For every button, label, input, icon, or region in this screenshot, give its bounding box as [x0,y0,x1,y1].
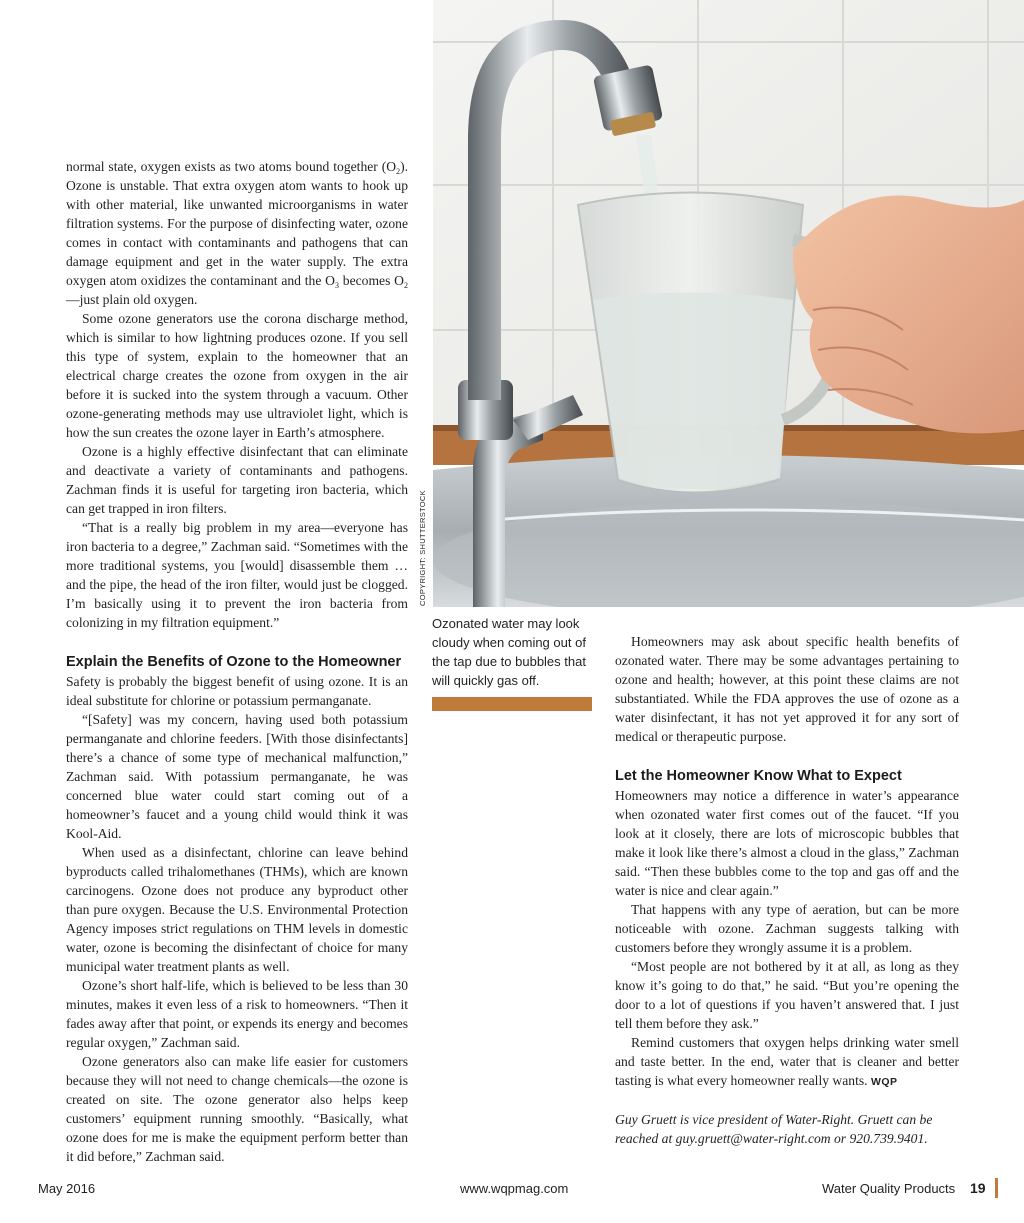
footer-url: www.wqpmag.com [460,1181,569,1196]
section-heading-benefits: Explain the Benefits of Ozone to the Homeowner [66,654,402,670]
paragraph-disinfectant: Ozone is a highly effective disinfectant that can eliminate and deactivate a variety of contaminants and pathogens. Zachman finds it is useful for targeting iron bacteria, which can get trapped in iron filters. [66,444,408,516]
paragraph-safety-quote: “[Safety] was my concern, having used both potassium permanganate and chlorine feeders. [With those disinfectants] there’s a chance of some type of mechanical malfunction,” Zachman said. With potassium permanganate, he was concerned blue water could start coming out of a homeowner’s faucet and a young child would think it was Kool-Aid. [66,712,408,841]
footer-magazine-name: Water Quality Products [822,1181,956,1196]
paragraph-chlorine-byproducts: When used as a disinfectant, chlorine can leave behind byproducts called trihalomethanes (THMs), which are known carcinogens. Ozone does not produce any byproduct other than pure oxygen. Because the U.S. Environmental Protection Agency imposes strict regulations on THM levels in domestic water, ozone is becoming the disinfectant of choice for many municipal water treatment plants as well. [66,845,408,974]
footer-date: May 2016 [38,1181,96,1196]
caption-accent-bar [432,697,592,711]
paragraph-iron-bacteria-quote: “That is a really big problem in my area—everyone has iron bacteria to a degree,” Zachman said. “Sometimes with the more traditional systems, you [would] disassemble them … and the pipe, the head of the iron filter, would just be clogged. I’m basically using it to prevent the iron bacteria from colonizing in my filtration equipment.” [66,520,408,630]
right-text-column [615,632,959,1148]
photo-credit: COPYRIGHT: SHUTTERSTOCK [418,490,427,606]
section-heading-expectations: Let the Homeowner Know What to Expect [615,768,902,784]
paragraph-half-life: Ozone’s short half-life, which is believed to be less than 30 minutes, makes it even less of a risk to homeowners. “Then it fades away after that point, or expends its energy and becomes regular oxygen,” Zachman said. [66,978,408,1050]
page-number: 19 [970,1180,986,1196]
faucet-glass-photo [433,0,1024,607]
paragraph-appearance: Homeowners may notice a difference in water’s appearance when ozonated water first comes out of the faucet. “If you look at it closely, there are lots of microscopic bubbles that make it look like there’s almost a cloud in the glass,” Zachman said. “Then these bubbles come to the top and gas off and the water is nice and clear again.” [615,788,959,898]
paragraph-on-site-generation: Ozone generators also can make life easier for customers because they will not need to change chemicals—the ozone is created on site. The ozone generator also helps keep customers’ equipment running smoothly. “Basically, what ozone does for me is make the equipment perform better than it did before,” Zachman said. [66,1054,408,1164]
footer-accent-rule [995,1178,998,1198]
end-mark: WQP [870,1076,898,1088]
paragraph-aeration: That happens with any type of aeration, but can be more noticeable with ozone. Zachman suggests talking with customers before they wrongly assume it is a problem. [615,902,959,955]
paragraph-health-benefits: Homeowners may ask about specific health benefits of ozonated water. There may be some advantages pertaining to ozone and health; however, at this point these claims are not substantiated. While the FDA approves the use of ozone as a water disinfectant, it has not yet approved it for any sort of medical or therapeutic purpose. [615,634,959,744]
author-bio: Guy Gruett is vice president of Water-Right. Gruett can be reached at guy.gruett@water-right.com or 920.739.9401. [615,1112,933,1146]
paragraph-oxygen-intro: normal state, oxygen exists as two atoms bound together $(O_2)$. Ozone is unstable. That extra oxygen atom wants to hook up with other material, like unwanted microorganisms in water filtration systems. For the purpose of disinfecting water, ozone comes in contact with contaminants and pathogens that can damage equipment and get in the water supply. The extra oxygen atom oxidizes the contaminant and the $O_3$ becomes $O_2—just$ plain old oxygen. [66,159,408,307]
paragraph-corona-discharge: Some ozone generators use the corona discharge method, which is similar to how lightning produces ozone. If you sell this type of system, explain to the homeowner that an electrical charge creates the ozone from oxygen in the air before it is sucked into the system through a vacuum. Other ozone-generating methods may use ultraviolet light, which is how the sun creates the ozone layer in Earth’s atmosphere. [66,311,408,440]
photo-caption: Ozonated water may look cloudy when coming out of the tap due to bubbles that will quickly gas off. [432,616,586,688]
paragraph-conclusion: Remind customers that oxygen helps drinking water smell and taste better. In the end, water that is cleaner and better tasting is what every homeowner really wants. WQP [615,1035,959,1088]
left-text-column [66,157,408,1166]
paragraph-questions-quote: “Most people are not bothered by it at all, as long as they know it’s going to do that,” he said. “But you’re opening the door to a lot of questions if you haven’t answered that. I just tell them before they ask.” [615,959,959,1031]
paragraph-safety: Safety is probably the biggest benefit of using ozone. It is an ideal substitute for chlorine or potassium permanganate. [66,674,408,708]
